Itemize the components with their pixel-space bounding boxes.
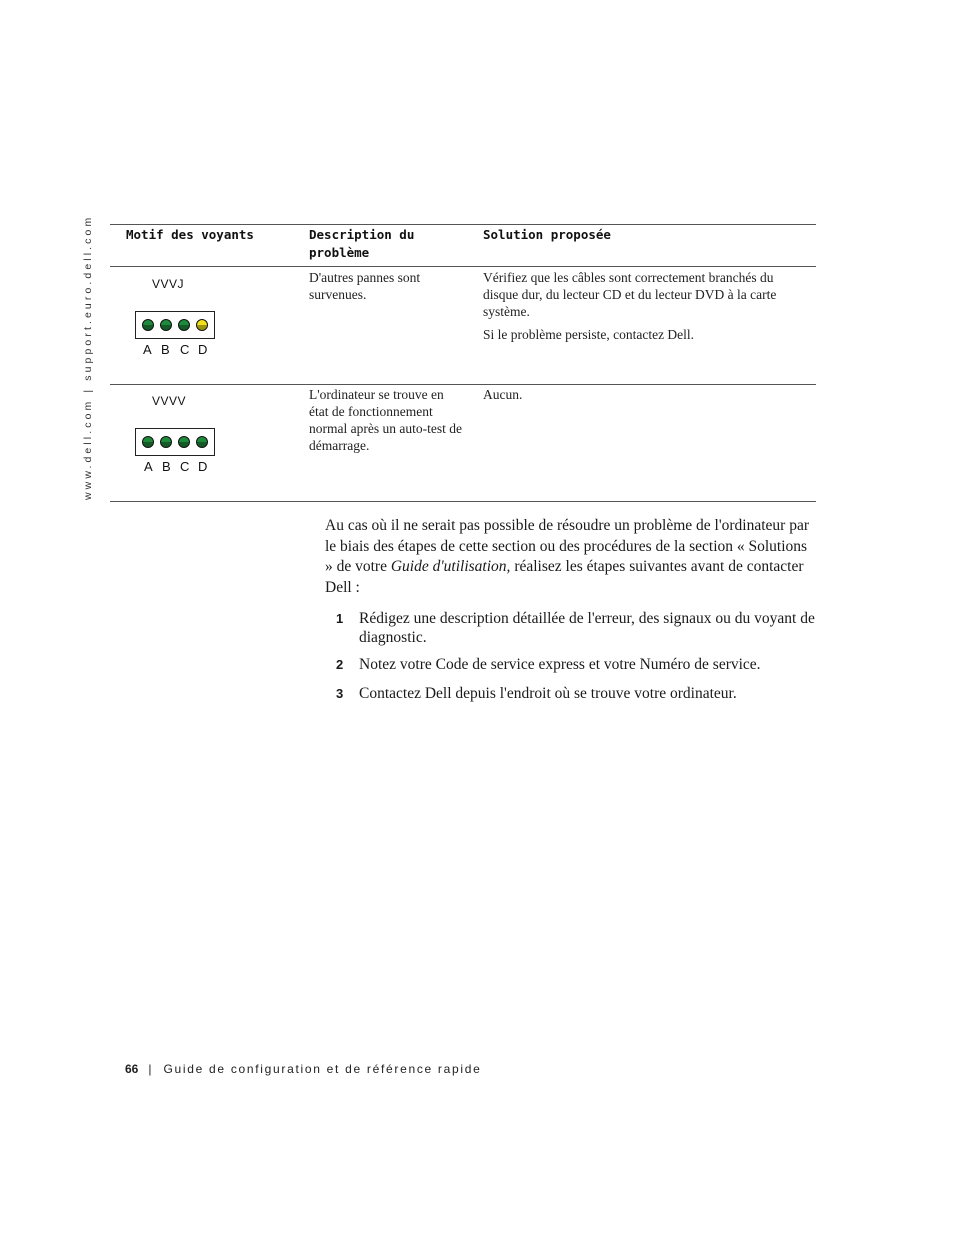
step-item [336, 610, 816, 648]
table-top-rule [110, 224, 816, 225]
led-label: B [161, 342, 170, 357]
intro-text: Au cas où il ne serait pas possible de résoudre un problème de l'ordinateur par le biais des étapes de cette section ou des procédures de la section « Solutions » de votre [325, 517, 810, 575]
led-label: B [162, 459, 171, 474]
table-row-divider [110, 384, 816, 385]
led-code: VVVV [152, 394, 187, 408]
footer-separator: | [148, 1062, 152, 1076]
led-a-icon [142, 436, 154, 448]
led-label: D [198, 342, 208, 357]
row-solution [483, 386, 793, 409]
led-d-icon [196, 319, 208, 331]
solution-text: Si le problème persiste, contactez Dell. [483, 327, 695, 342]
led-c-icon [178, 436, 190, 448]
row-description: L'ordinateur se trouve en état de fonctionnement normal après un auto-test de démarrage. [309, 387, 462, 453]
led-label: D [198, 459, 208, 474]
led-labels [135, 459, 215, 475]
led-a-icon [142, 319, 154, 331]
table-header-rule [110, 266, 816, 267]
step-text: Rédigez une description détaillée de l'erreur, des signaux ou du voyant de diagnostic. [359, 610, 815, 646]
step-item [336, 685, 816, 705]
step-text: Contactez Dell depuis l'endroit où se trouve votre ordinateur. [359, 685, 737, 702]
step-number: 2 [336, 657, 344, 672]
led-b-icon [160, 319, 172, 331]
solution-text: Aucun. [483, 387, 523, 402]
led-b-icon [160, 436, 172, 448]
page-number: 66 [125, 1062, 139, 1076]
step-number: 1 [336, 611, 344, 626]
row-solution [483, 269, 793, 349]
led-d-icon [196, 436, 208, 448]
led-label: C [180, 459, 190, 474]
led-label: A [144, 459, 153, 474]
intro-text-end: réalisez les étapes suivantes avant de contacter Dell : [325, 558, 804, 596]
side-url [82, 214, 94, 500]
led-labels [135, 342, 215, 358]
row-description: D'autres pannes sont survenues. [309, 270, 421, 302]
header-description: Description du problème [309, 227, 415, 260]
led-panel [135, 311, 215, 339]
footer-title: Guide de configuration et de référence rapide [163, 1062, 482, 1076]
led-panel [135, 428, 215, 456]
intro-paragraph [325, 516, 815, 598]
table-bottom-rule [110, 501, 816, 502]
led-c-icon [178, 319, 190, 331]
solution-text: Vérifiez que les câbles sont correctement branchés du disque dur, du lecteur CD et du lecteur DVD à la carte système. [483, 270, 777, 319]
step-text: Notez votre Code de service express et votre Numéro de service. [359, 656, 761, 673]
led-label: C [180, 342, 190, 357]
step-item [336, 656, 816, 676]
side-url-text: www.dell.com | support.euro.dell.com [82, 214, 94, 500]
led-code: VVVJ [152, 277, 185, 291]
header-motif: Motif des voyants [126, 227, 254, 242]
header-solution: Solution proposée [483, 227, 611, 242]
led-label: A [143, 342, 152, 357]
guide-title: Guide d'utilisation, [390, 558, 511, 575]
step-number: 3 [336, 686, 344, 701]
page-footer [125, 1062, 481, 1076]
